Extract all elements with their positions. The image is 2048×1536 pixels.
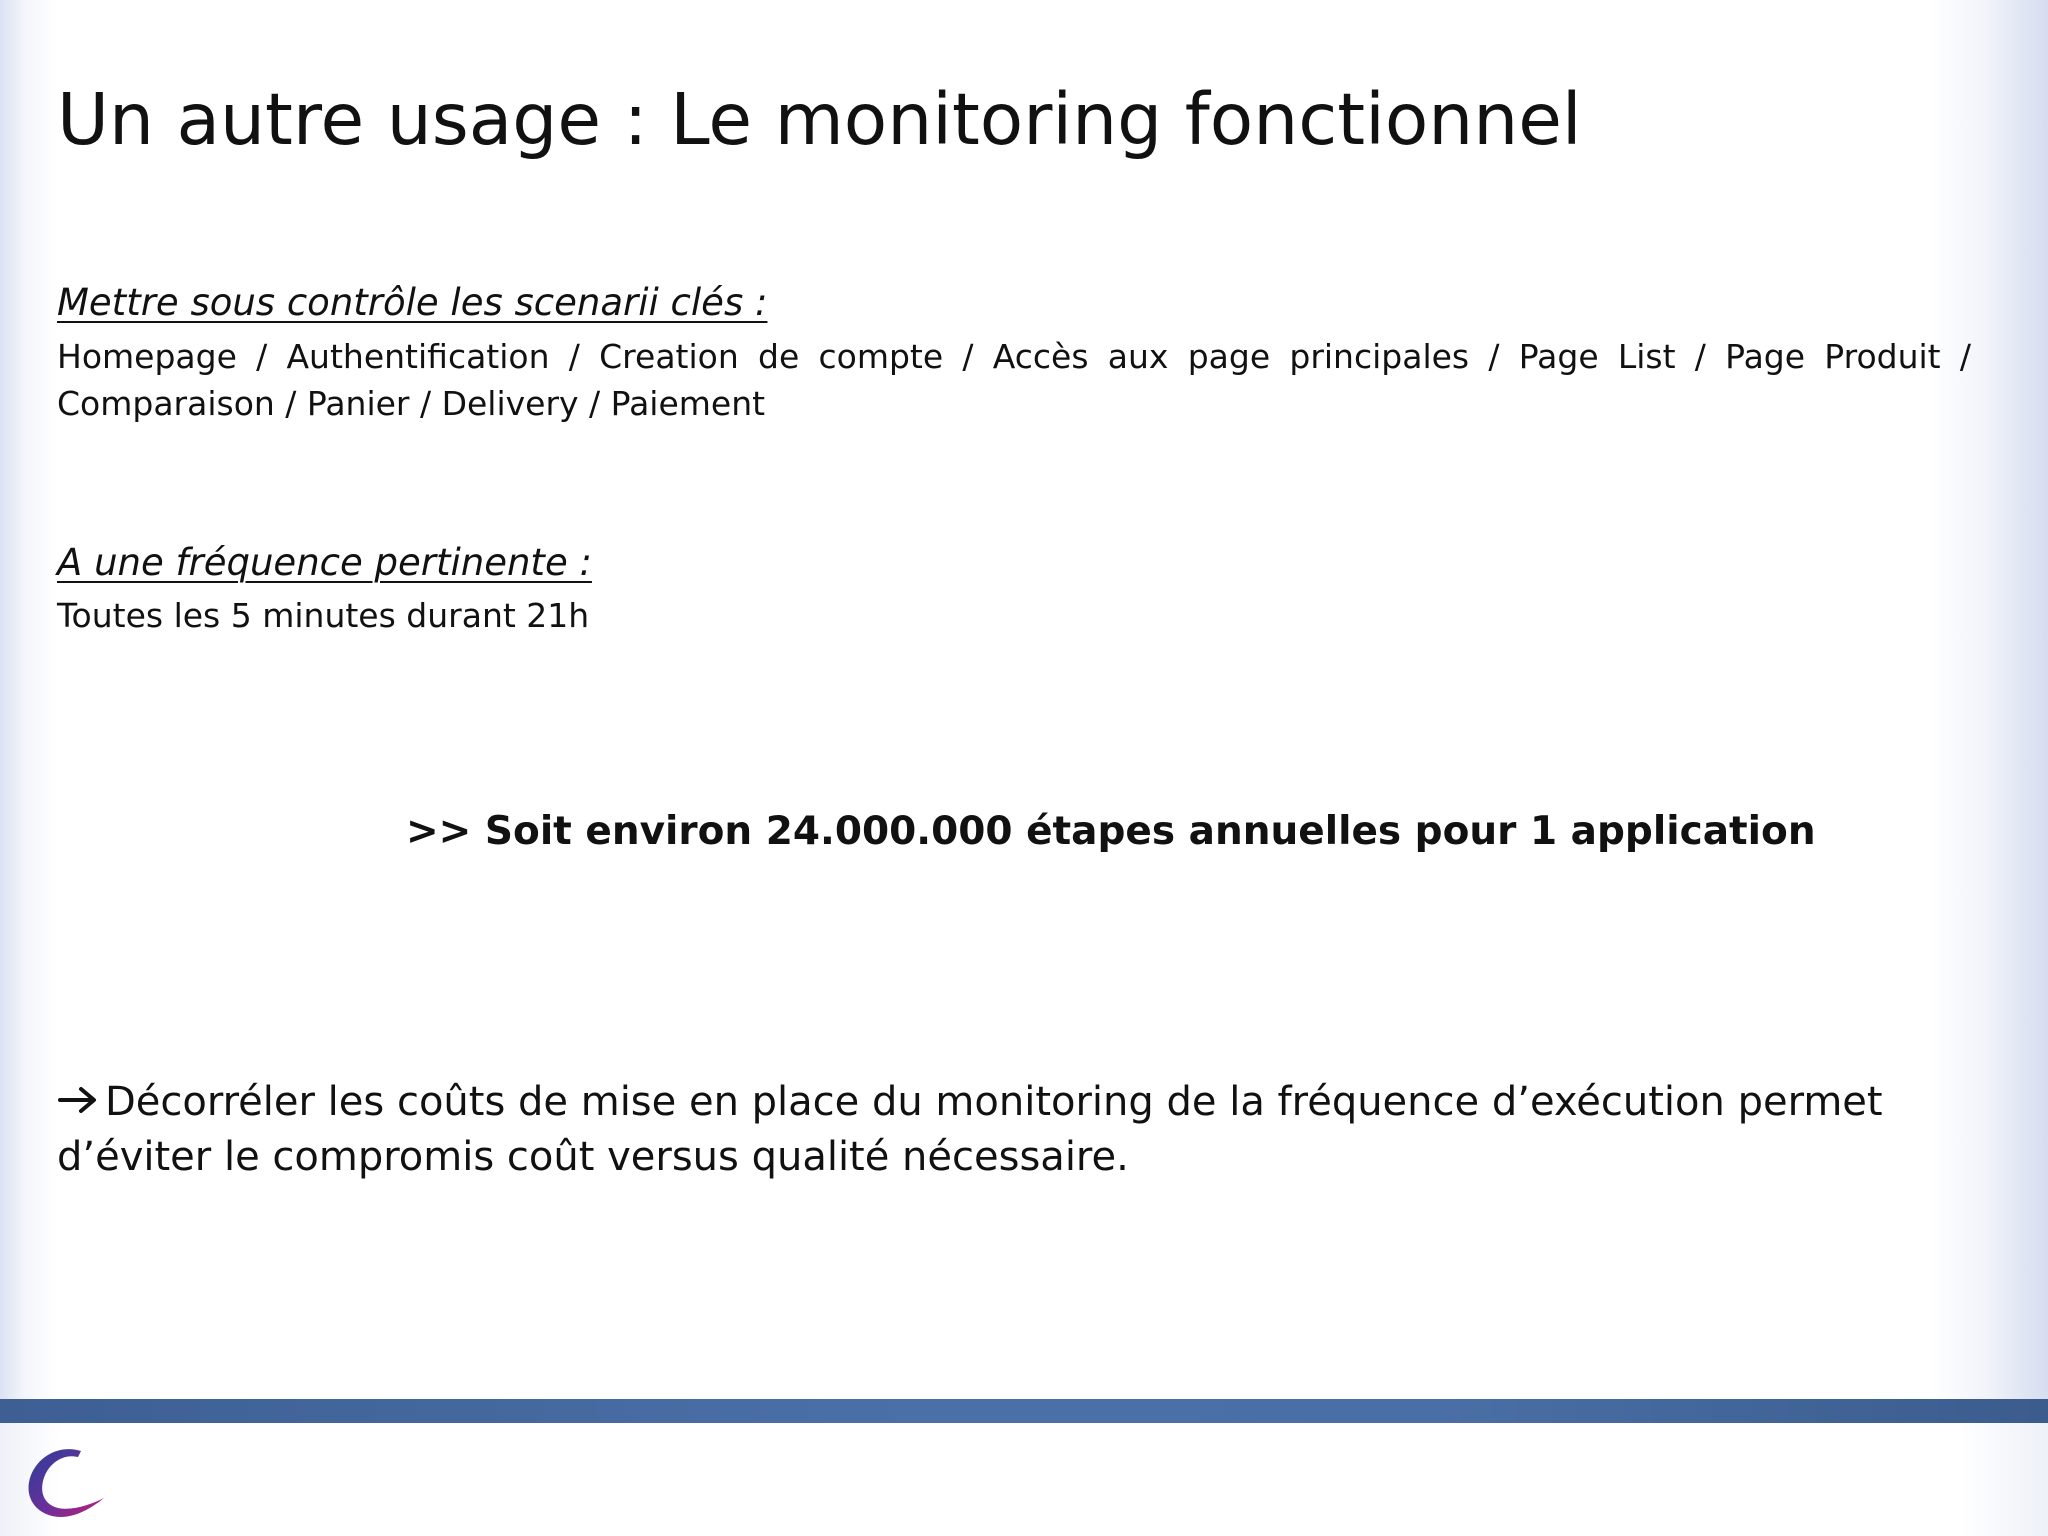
scenarios-list: Homepage / Authentification / Creation de compte / Accès aux page principales / Page List / Page Produit / Comparaison / Panier / Delivery / Paiement — [57, 337, 1971, 423]
highlight-statement: >> Soit environ 24.000.000 étapes annuelles pour 1 application — [406, 809, 1816, 854]
conclusion — [57, 1075, 1977, 1185]
frequency-text: Toutes les 5 minutes durant 21h — [57, 596, 590, 635]
company-logo-icon — [18, 1441, 108, 1521]
frequency-heading: A une fréquence pertinente : — [57, 541, 592, 584]
footer — [0, 1423, 2048, 1536]
right-arrow-icon — [57, 1085, 99, 1115]
slide-title: Un autre usage : Le monitoring fonctionnel — [57, 78, 1582, 161]
scenarios-heading: Mettre sous contrôle les scenarii clés : — [57, 281, 768, 324]
conclusion-text: Décorréler les coûts de mise en place du monitoring de la fréquence d’exécution permet d’éviter le compromis coût versus qualité nécessaire. — [57, 1079, 1883, 1180]
footer-bar — [0, 1399, 2048, 1423]
